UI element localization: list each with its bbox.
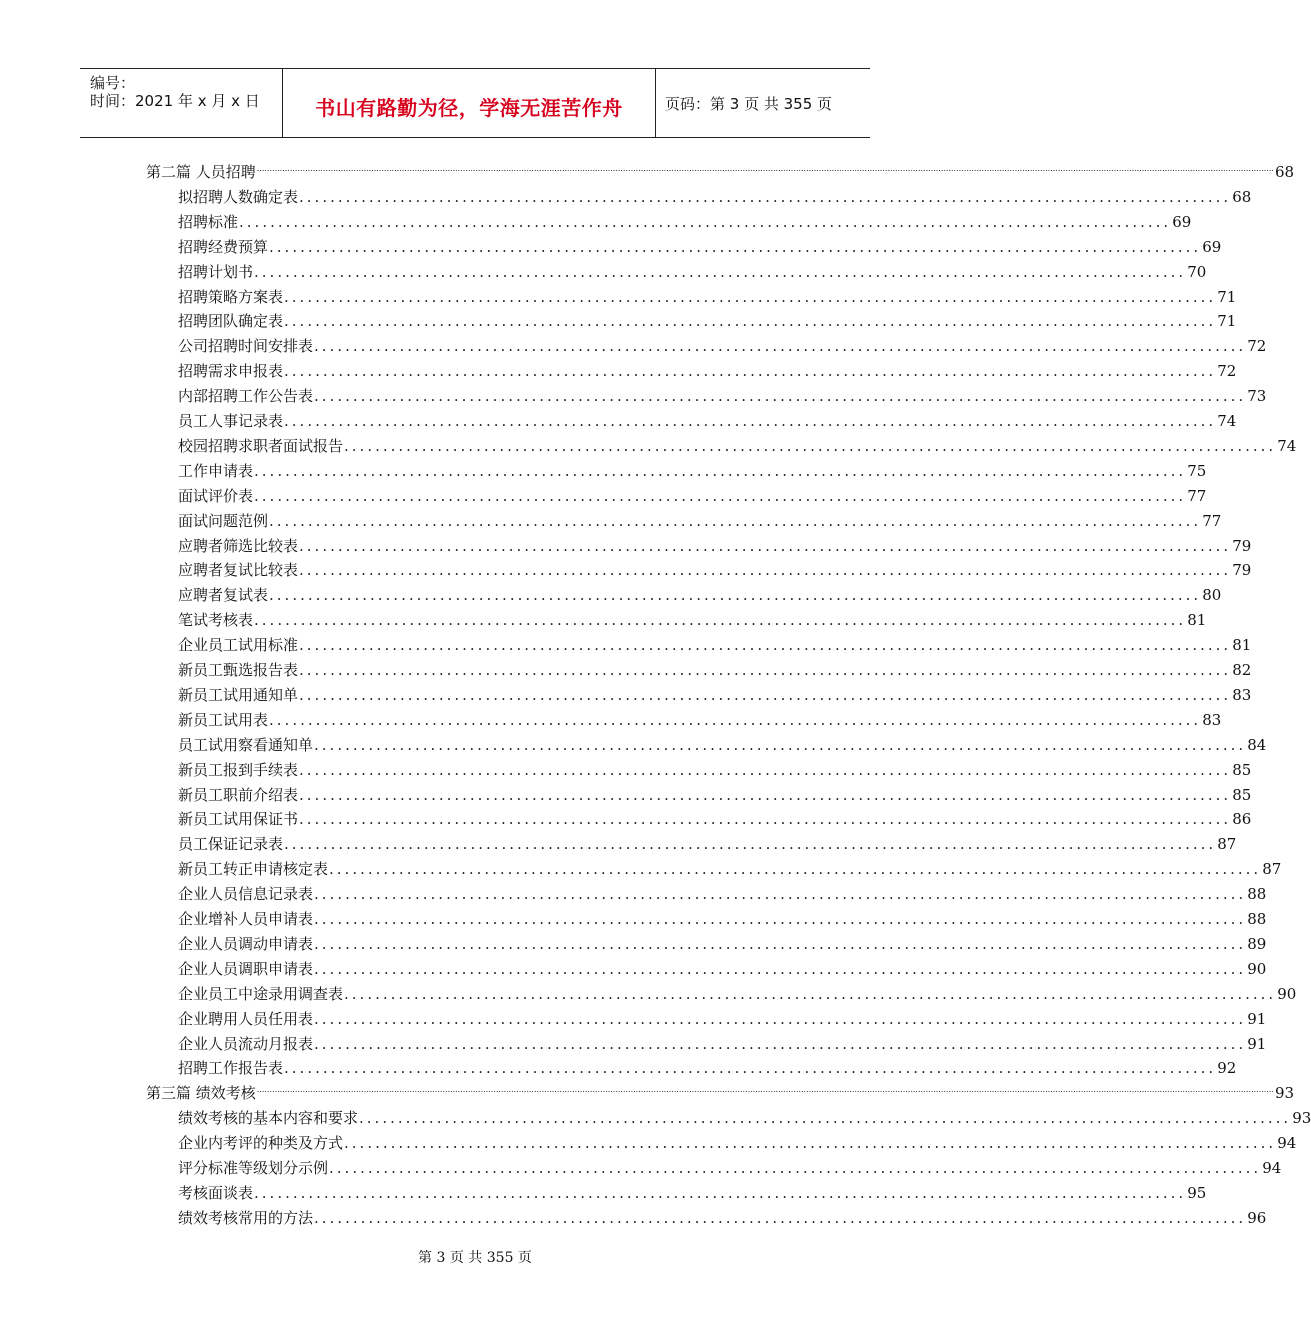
toc-entry-title: 员工试用察看通知单: [178, 735, 314, 754]
toc-entry[interactable]: [178, 409, 1237, 431]
toc-entry[interactable]: [178, 484, 1207, 506]
toc-entry[interactable]: [178, 309, 1237, 331]
toc-leader-dots: ........................................................................................................................: [314, 1208, 1247, 1227]
toc-entry[interactable]: [178, 285, 1237, 307]
toc-leader-dots: ........................................................................................................................: [314, 910, 1247, 928]
toc-page-number: 93: [1292, 1109, 1311, 1128]
toc-page-number: 69: [1172, 212, 1192, 231]
toc-page-number: 71: [1217, 287, 1237, 306]
toc-page-number: 81: [1232, 636, 1252, 655]
toc-entry-title: 绩效考核的基本内容和要求: [178, 1109, 359, 1128]
toc-entry[interactable]: [178, 459, 1207, 481]
toc-leader-dots: ........................................................................................................................: [314, 735, 1247, 754]
toc-page-number: 83: [1202, 710, 1222, 729]
toc-page-number: 86: [1232, 810, 1252, 829]
toc-page-number: 84: [1247, 735, 1267, 754]
toc-leader-dots: ........................................................................................................................: [344, 984, 1277, 1003]
toc-leader-dots: ........................................................................................................................: [314, 885, 1247, 904]
toc-entry[interactable]: [178, 334, 1267, 356]
toc-leader-dots: ........................................................................................................................: [269, 511, 1202, 530]
toc-entry[interactable]: [178, 807, 1252, 829]
toc-leader-dots: ........................................................................................................................: [254, 611, 1187, 630]
toc-entry-title: 第三篇 绩效考核: [146, 1084, 256, 1103]
toc-page-number: 68: [1274, 163, 1295, 181]
toc-entry[interactable]: [178, 708, 1222, 730]
toc-page-number: 93: [1274, 1084, 1295, 1103]
motto: 书山有路勤为径，学海无涯苦作舟: [315, 96, 623, 120]
toc-entry[interactable]: [178, 185, 1252, 207]
toc-entry[interactable]: [178, 683, 1252, 705]
toc-leader-dots: ........................................................................................................................: [344, 436, 1277, 455]
toc-page-number: 77: [1187, 486, 1207, 505]
toc-leader-dots: ........................................................................................................................: [314, 387, 1247, 406]
toc-entry[interactable]: [178, 832, 1237, 854]
toc-entry-title: 企业人员调职申请表: [178, 959, 314, 978]
toc-page-number: 82: [1232, 661, 1252, 679]
toc-page-number: 74: [1217, 412, 1237, 430]
toc-leader-dots: ........................................................................................................................: [299, 760, 1232, 779]
toc-entry[interactable]: [178, 633, 1252, 655]
toc-leader-dots: ........................................................................................................................: [299, 561, 1232, 580]
toc-page-number: 94: [1262, 1159, 1282, 1177]
toc-entry[interactable]: [178, 907, 1267, 929]
toc-page-number: 91: [1247, 1034, 1267, 1053]
toc-page-number: 87: [1262, 860, 1282, 879]
toc-entry[interactable]: [178, 758, 1252, 780]
toc-entry-title: 新员工试用通知单: [178, 685, 299, 704]
toc-leader-dots: ........................................................................................................................: [359, 1109, 1292, 1128]
toc-entry[interactable]: [178, 1206, 1267, 1228]
toc-page-number: 88: [1247, 910, 1267, 928]
toc-leader-dots: ........................................................................................................................: [314, 934, 1247, 953]
toc-entry-title: 考核面谈表: [178, 1183, 254, 1202]
toc-entry-title: 绩效考核常用的方法: [178, 1208, 314, 1227]
toc-leader-dots: ........................................................................................................................: [299, 685, 1232, 704]
toc-page-number: 68: [1232, 187, 1252, 206]
toc-entry[interactable]: [178, 1007, 1267, 1029]
toc-page-number: 75: [1187, 461, 1207, 480]
toc-entry[interactable]: [178, 235, 1222, 257]
code-label: 编号：: [90, 74, 136, 92]
toc-entry[interactable]: [178, 509, 1222, 531]
toc-entry-title: 招聘需求申报表: [178, 362, 284, 381]
toc-leader-dots: ........................................................................................................................: [344, 1134, 1277, 1153]
toc-entry[interactable]: [178, 384, 1267, 406]
toc-entry-title: 企业员工试用标准: [178, 636, 299, 655]
toc-entry[interactable]: [178, 783, 1252, 805]
toc-entry[interactable]: [178, 1181, 1207, 1203]
toc-page-number: 71: [1217, 312, 1237, 331]
toc-page-number: 94: [1277, 1134, 1297, 1153]
toc-entry-title: 应聘者复试表: [178, 586, 269, 605]
toc-entry[interactable]: [178, 210, 1192, 232]
toc-leader-dots: ........................................................................................................................: [314, 959, 1247, 978]
toc-entry-title: 新员工报到手续表: [178, 760, 299, 779]
toc-leader-dots: ........................................................................................................................: [314, 1009, 1247, 1028]
toc-page-number: 88: [1247, 885, 1267, 904]
toc-entry[interactable]: [178, 359, 1237, 381]
toc-entry-title: 应聘者筛选比较表: [178, 536, 299, 555]
toc-entry-title: 企业增补人员申请表: [178, 910, 314, 928]
toc-entry-title: 员工保证记录表: [178, 835, 284, 854]
toc-leader-dots: ........................................................................................................................: [269, 237, 1202, 256]
header-motto-cell: [282, 69, 656, 137]
toc-leader-dots: ........................................................................................................................: [284, 362, 1217, 381]
toc-entry-title: 企业员工中途录用调查表: [178, 984, 344, 1003]
toc-entry-title: 公司招聘时间安排表: [178, 337, 314, 356]
toc-entry[interactable]: [178, 658, 1252, 680]
toc-leader-dots: ........................................................................................................................: [299, 661, 1232, 679]
toc-entry[interactable]: [178, 1056, 1237, 1078]
toc-entry-title: 企业内考评的种类及方式: [178, 1134, 344, 1153]
toc-entry[interactable]: [178, 583, 1222, 605]
toc-entry[interactable]: [178, 1131, 1297, 1153]
toc-entry-title: 企业人员信息记录表: [178, 885, 314, 904]
toc-entry[interactable]: [178, 932, 1267, 954]
toc-leader-dots: ........................................................................................................................: [299, 536, 1232, 555]
toc-leader-dots: ........................................................................................................................: [269, 710, 1202, 729]
toc-entry-title: 招聘策略方案表: [178, 287, 284, 306]
toc-entry-title: 企业人员流动月报表: [178, 1034, 314, 1053]
toc-leader-dots: ........................................................................................................................: [239, 212, 1172, 231]
toc-entry-title: 校园招聘求职者面试报告: [178, 436, 344, 455]
toc-leader-dots: ........................................................................................................................: [284, 287, 1217, 306]
page-footer: 第 3 页 共 355 页: [418, 1250, 532, 1266]
toc-entry-title: 招聘标准: [178, 212, 239, 231]
toc-page-number: 85: [1232, 760, 1252, 779]
toc-page-number: 79: [1232, 536, 1252, 555]
toc-entry-title: 评分标准等级划分示例: [178, 1159, 329, 1177]
toc-page-number: 83: [1232, 685, 1252, 704]
toc-entry[interactable]: [178, 733, 1267, 755]
toc-entry-title: 企业聘用人员任用表: [178, 1009, 314, 1028]
toc-page-number: 87: [1217, 835, 1237, 854]
time-label: 时间：2021 年 x 月 x 日: [90, 92, 260, 110]
toc-leader-dots: ........................................................................................................................: [254, 1183, 1187, 1202]
page-header: [80, 68, 870, 138]
toc-leader-dots: ........................................................................................................................: [284, 312, 1217, 331]
toc-page-number: 89: [1247, 934, 1267, 953]
toc-leader-dots: ........................................................................................................................: [254, 486, 1187, 505]
toc-entry-title: 新员工职前介绍表: [178, 785, 299, 804]
toc-entry-title: 工作申请表: [178, 461, 254, 480]
toc-page-number: 79: [1232, 561, 1252, 580]
toc-entry-title: 员工人事记录表: [178, 412, 284, 430]
toc-page-number: 92: [1217, 1059, 1237, 1078]
toc-entry-title: 新员工试用表: [178, 710, 269, 729]
toc-leader-dots: ........................................................................................................................: [269, 586, 1202, 605]
toc-entry-title: 企业人员调动申请表: [178, 934, 314, 953]
toc-entry[interactable]: [178, 957, 1267, 979]
toc-page-number: 95: [1187, 1183, 1207, 1202]
toc-section-entry[interactable]: [146, 1081, 1295, 1103]
toc-leader-dots: ........................................................................................................................: [329, 860, 1262, 879]
toc-entry-title: 招聘计划书: [178, 262, 254, 281]
toc-entry[interactable]: [178, 434, 1297, 456]
toc-entry-title: 面试评价表: [178, 486, 254, 505]
toc-entry-title: 新员工甄选报告表: [178, 661, 299, 679]
toc-leader-dots: ........................................................................................................................: [299, 810, 1232, 829]
header-meta: [80, 69, 282, 137]
toc-leader-dots: ........................................................................................................................: [284, 1059, 1217, 1078]
toc-entry[interactable]: [178, 1032, 1267, 1054]
toc-entry[interactable]: [178, 1156, 1282, 1178]
toc-entry[interactable]: [178, 1106, 1311, 1128]
toc-leader-dots: ........................................................................................................................: [254, 461, 1187, 480]
page-code: 页码：第 3 页 共 355 页: [665, 95, 833, 113]
toc-entry-title: 新员工转正申请核定表: [178, 860, 329, 879]
toc-entry[interactable]: [178, 982, 1297, 1004]
toc-leader-dots: ........................................................................................................................: [314, 337, 1247, 356]
toc-page-number: 81: [1187, 611, 1207, 630]
toc-entry-title: 拟招聘人数确定表: [178, 187, 299, 206]
toc-leader-dots: ........................................................................................................................: [299, 187, 1232, 206]
toc-entry-title: 内部招聘工作公告表: [178, 387, 314, 406]
toc-page-number: 80: [1202, 586, 1222, 605]
toc-page-number: 70: [1187, 262, 1207, 281]
toc-entry-title: 笔试考核表: [178, 611, 254, 630]
toc-section-entry[interactable]: [146, 160, 1295, 182]
toc-entry[interactable]: [178, 608, 1207, 630]
toc-page-number: 90: [1247, 959, 1267, 978]
toc-leader-dots: ................................................................................................................................................................................................................................................................................................................................................................................................................: [256, 164, 1274, 173]
toc-page-number: 85: [1232, 785, 1252, 804]
toc-leader-dots: ........................................................................................................................: [284, 412, 1217, 430]
toc-page-number: 69: [1202, 237, 1222, 256]
toc-page-number: 72: [1247, 337, 1267, 356]
toc-entry[interactable]: [178, 857, 1282, 879]
toc-page-number: 91: [1247, 1009, 1267, 1028]
toc-entry[interactable]: [178, 558, 1252, 580]
toc-entry[interactable]: [178, 882, 1267, 904]
toc-leader-dots: ........................................................................................................................: [254, 262, 1187, 281]
toc-leader-dots: ........................................................................................................................: [314, 1034, 1247, 1053]
toc-page-number: 74: [1277, 436, 1297, 455]
toc-page-number: 90: [1277, 984, 1297, 1003]
header-page-cell: [655, 69, 870, 137]
toc-leader-dots: ................................................................................................................................................................................................................................................................................................................................................................................................................: [256, 1085, 1274, 1095]
toc-entry[interactable]: [178, 260, 1207, 282]
toc-entry-title: 招聘经费预算: [178, 237, 269, 256]
toc-entry[interactable]: [178, 534, 1252, 556]
toc-entry-title: 第二篇 人员招聘: [146, 163, 256, 181]
toc-leader-dots: ........................................................................................................................: [329, 1159, 1262, 1177]
toc-entry-title: 招聘团队确定表: [178, 312, 284, 331]
toc-page-number: 73: [1247, 387, 1267, 406]
toc-leader-dots: ........................................................................................................................: [299, 636, 1232, 655]
toc-entry-title: 面试问题范例: [178, 511, 269, 530]
toc-page-number: 96: [1247, 1208, 1267, 1227]
toc-page-number: 77: [1202, 511, 1222, 530]
toc-entry-title: 新员工试用保证书: [178, 810, 299, 829]
toc-leader-dots: ........................................................................................................................: [299, 785, 1232, 804]
toc-entry-title: 应聘者复试比较表: [178, 561, 299, 580]
toc-page-number: 72: [1217, 362, 1237, 381]
toc-leader-dots: ........................................................................................................................: [284, 835, 1217, 854]
toc-entry-title: 招聘工作报告表: [178, 1059, 284, 1078]
